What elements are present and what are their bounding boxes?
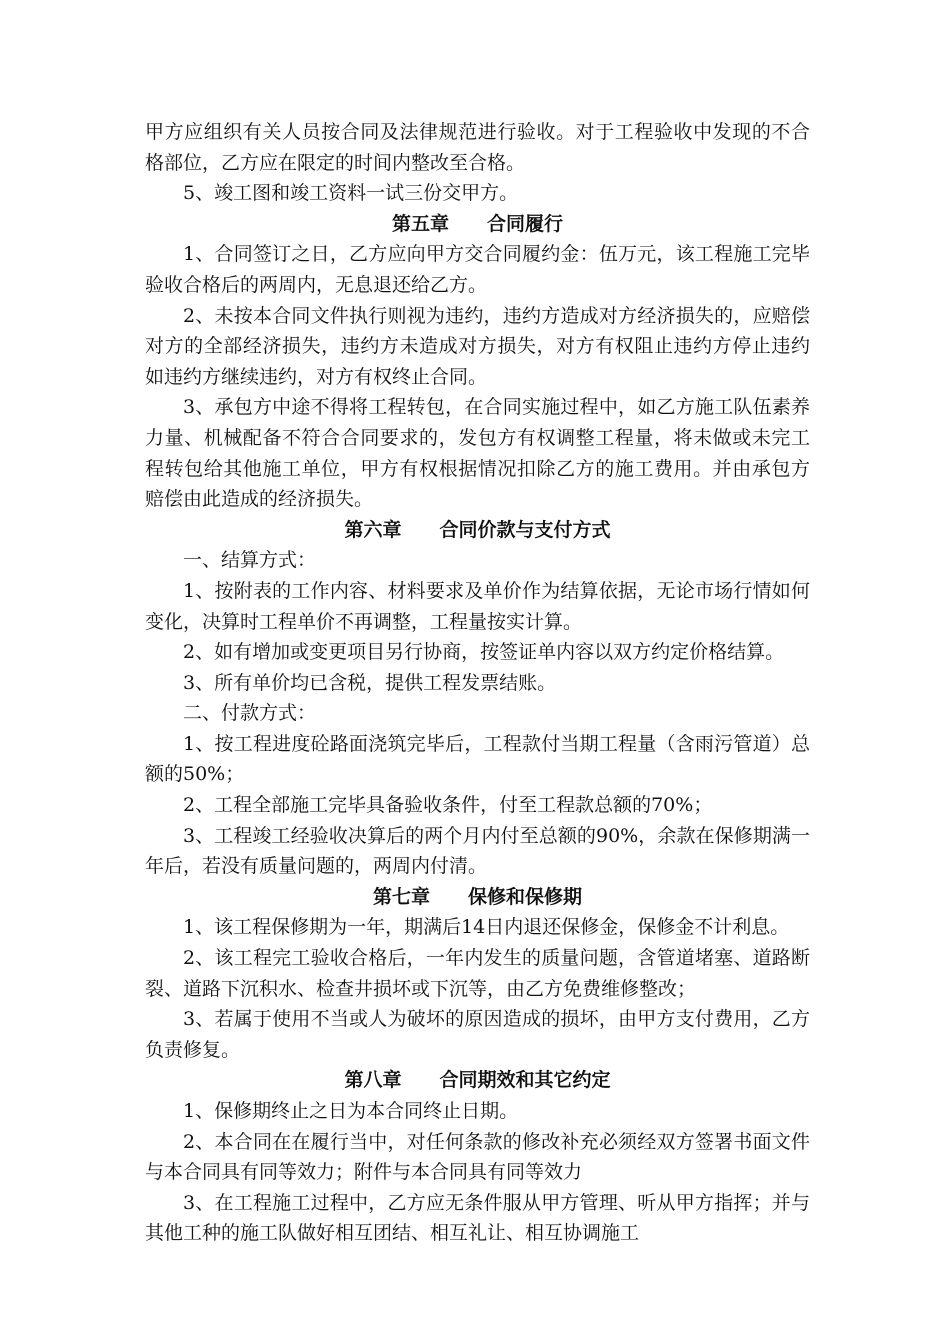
list-item: 3、若属于使用不当或人为破坏的原因造成的损坏，由甲方支付费用，乙方: [183, 1008, 810, 1031]
body-text-line: 验收合格后的两周内，无息退还给乙方。: [145, 273, 488, 296]
body-text-line: 赔偿由此造成的经济损失。: [145, 488, 374, 511]
list-item: 1、按工程进度砼路面浇筑完毕后，工程款付当期工程量（含雨污管道）总: [183, 732, 810, 755]
list-item: 2、本合同在在履行当中，对任何条款的修改补充必须经双方签署书面文件: [183, 1130, 810, 1153]
body-text-line: 额的50%；: [145, 763, 245, 786]
list-item: 3、所有单价均已含税，提供工程发票结账。: [183, 671, 557, 694]
chapter-heading-6: 第六章 合同价款与支付方式: [344, 518, 611, 541]
list-item: 2、未按本合同文件执行则视为违约，违约方造成对方经济损失的，应赔偿: [183, 304, 810, 327]
list-item: 1、保修期终止之日为本合同终止日期。: [183, 1100, 519, 1122]
section-label: 一、结算方式：: [183, 549, 317, 572]
body-text-line: 格部位，乙方应在限定的时间内整改至合格。: [145, 151, 526, 174]
body-text-line: 其他工种的施工队做好相互团结、相互礼让、相互协调施工: [145, 1222, 640, 1245]
document-page: [145, 117, 810, 1249]
section-label: 二、付款方式：: [183, 702, 317, 725]
list-item: 1、合同签订之日，乙方应向甲方交合同履约金：伍万元，该工程施工完毕: [183, 243, 810, 266]
chapter-heading-8: 第八章 合同期效和其它约定: [344, 1069, 611, 1092]
body-text-line: 甲方应组织有关人员按合同及法律规范进行验收。对于工程验收中发现的不合: [145, 121, 810, 143]
chapter-heading-5: 第五章 合同履行: [391, 212, 563, 235]
list-item: 2、该工程完工验收合格后，一年内发生的质量问题，含管道堵塞、道路断: [183, 947, 810, 970]
list-item: 3、承包方中途不得将工程转包，在合同实施过程中，如乙方施工队伍素养: [183, 396, 810, 419]
body-text-line: 与本合同具有同等效力；附件与本合同具有同等效力: [145, 1161, 583, 1184]
body-text-line: 年后，若没有质量问题的，两周内付清。: [145, 855, 488, 878]
list-item: 3、工程竣工经验收决算后的两个月内付至总额的90%，余款在保修期满一: [183, 824, 810, 847]
list-item: 2、如有增加或变更项目另行协商，按签证单内容以双方约定价格结算。: [183, 641, 785, 664]
body-text-line: 变化，决算时工程单价不再调整，工程量按实计算。: [145, 610, 583, 633]
list-item: 1、按附表的工作内容、材料要求及单价作为结算依据，无论市场行情如何: [183, 579, 810, 602]
body-text-line: 对方的全部经济损失，违约方未造成对方损失，对方有权阻止违约方停止违约: [145, 335, 810, 358]
body-text-line: 如违约方继续违约，对方有权终止合同。: [145, 365, 488, 388]
list-item: 5、竣工图和竣工资料一试三份交甲方。: [183, 182, 519, 205]
list-item: 1、该工程保修期为一年，期满后14日内退还保修金，保修金不计利息。: [183, 916, 790, 939]
list-item: 3、在工程施工过程中，乙方应无条件服从甲方管理、听从甲方指挥；并与: [183, 1191, 810, 1214]
body-text-line: 程转包给其他施工单位，甲方有权根据情况扣除乙方的施工费用。并由承包方: [145, 457, 810, 480]
list-item: 2、工程全部施工完毕具备验收条件，付至工程款总额的70%；: [183, 794, 713, 817]
chapter-heading-7: 第七章 保修和保修期: [372, 885, 582, 908]
body-text-line: 负责修复。: [145, 1038, 241, 1061]
body-text-line: 裂、道路下沉积水、检查井损坏或下沉等，由乙方免费维修整改；: [145, 977, 697, 1000]
body-text-line: 力量、机械配备不符合合同要求的，发包方有权调整工程量，将未做或未完工: [145, 426, 810, 449]
